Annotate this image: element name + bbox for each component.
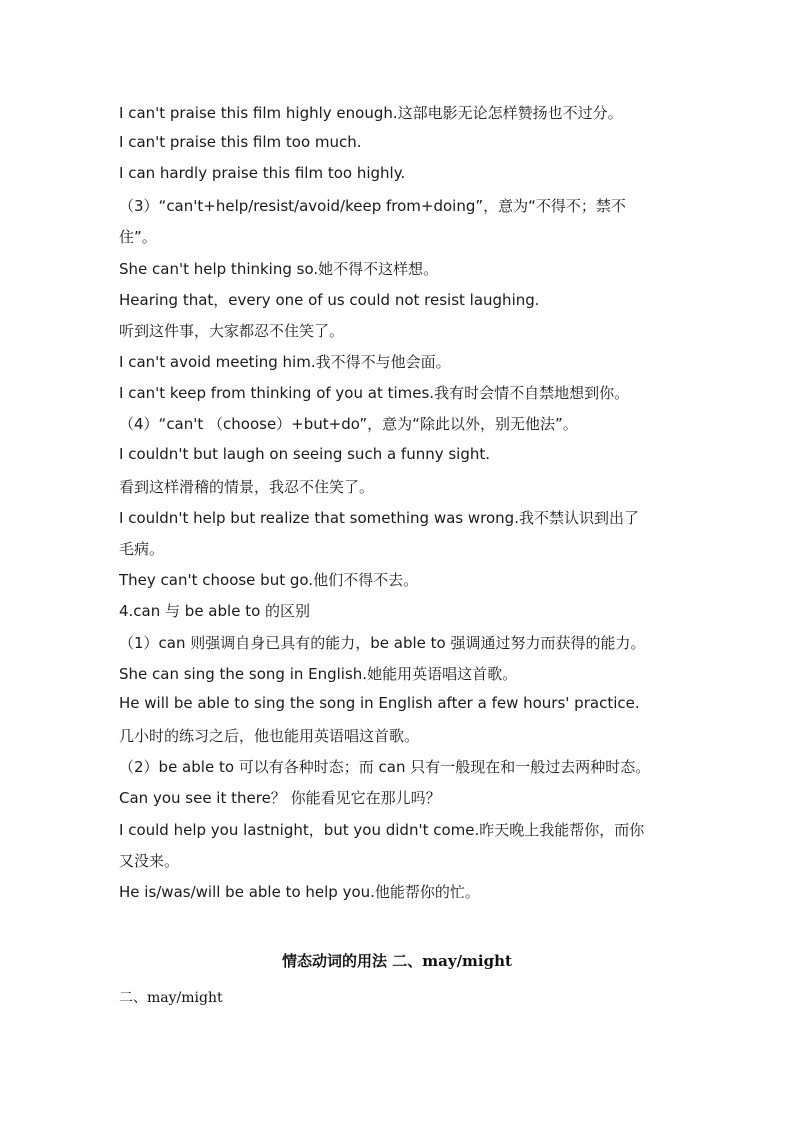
text-line: He is/was/will be able to help you.他能帮你的忙。 [119, 883, 480, 901]
text-line: I could help you lastnight，but you didn't come.昨天晚上我能帮你，而你 [119, 821, 645, 839]
text-line: I can't praise this film too much. [119, 133, 362, 151]
text-line: Hearing that，every one of us could not resist laughing. [119, 291, 540, 309]
section-subheading: 二、may/might [119, 990, 223, 1006]
text-line: I can't avoid meeting him.我不得不与他会面。 [119, 353, 451, 371]
text-line: 又没来。 [119, 852, 180, 870]
text-line: （4）“can't （choose）+but+do”，意为“除此以外，别无他法”。 [119, 415, 578, 433]
text-line: I couldn't but laugh on seeing such a funny sight. [119, 445, 491, 463]
text-line: I can't praise this film highly enough.这部电影无论怎样赞扬也不过分。 [119, 104, 623, 122]
text-line: （3）“can't+help/resist/avoid/keep from+doing”，意为“不得不；禁不 [119, 197, 626, 215]
text-line: She can't help thinking so.她不得不这样想。 [119, 260, 439, 278]
text-line: He will be able to sing the song in English after a few hours' practice. [119, 694, 640, 712]
text-line: She can sing the song in English.她能用英语唱这首歌。 [119, 665, 518, 683]
text-line: They can't choose but go.他们不得不去。 [119, 571, 419, 589]
text-line: （1）can 则强调自身已具有的能力，be able to 强调通过努力而获得的能力。 [119, 634, 646, 652]
text-line: 听到这件事，大家都忍不住笑了。 [119, 322, 345, 340]
text-line: 毛病。 [119, 540, 165, 558]
text-line: I can hardly praise this film too highly. [119, 164, 406, 182]
text-line: I can't keep from thinking of you at times.我有时会情不自禁地想到你。 [119, 384, 630, 402]
text-line: 住”。 [119, 228, 157, 246]
text-line: Can you see it there？ 你能看见它在那儿吗？ [119, 789, 441, 807]
text-line: 4.can 与 be able to 的区别 [119, 602, 311, 620]
text-line: 看到这样滑稽的情景，我忍不住笑了。 [119, 478, 375, 496]
text-line: I couldn't help but realize that something was wrong.我不禁认识到出了 [119, 509, 639, 527]
section-heading: 情态动词的用法 二、may/might [282, 952, 512, 970]
text-line: 几小时的练习之后，他也能用英语唱这首歌。 [119, 727, 420, 745]
text-line: （2）be able to 可以有各种时态；而 can 只有一般现在和一般过去两种时态。 [119, 758, 651, 776]
